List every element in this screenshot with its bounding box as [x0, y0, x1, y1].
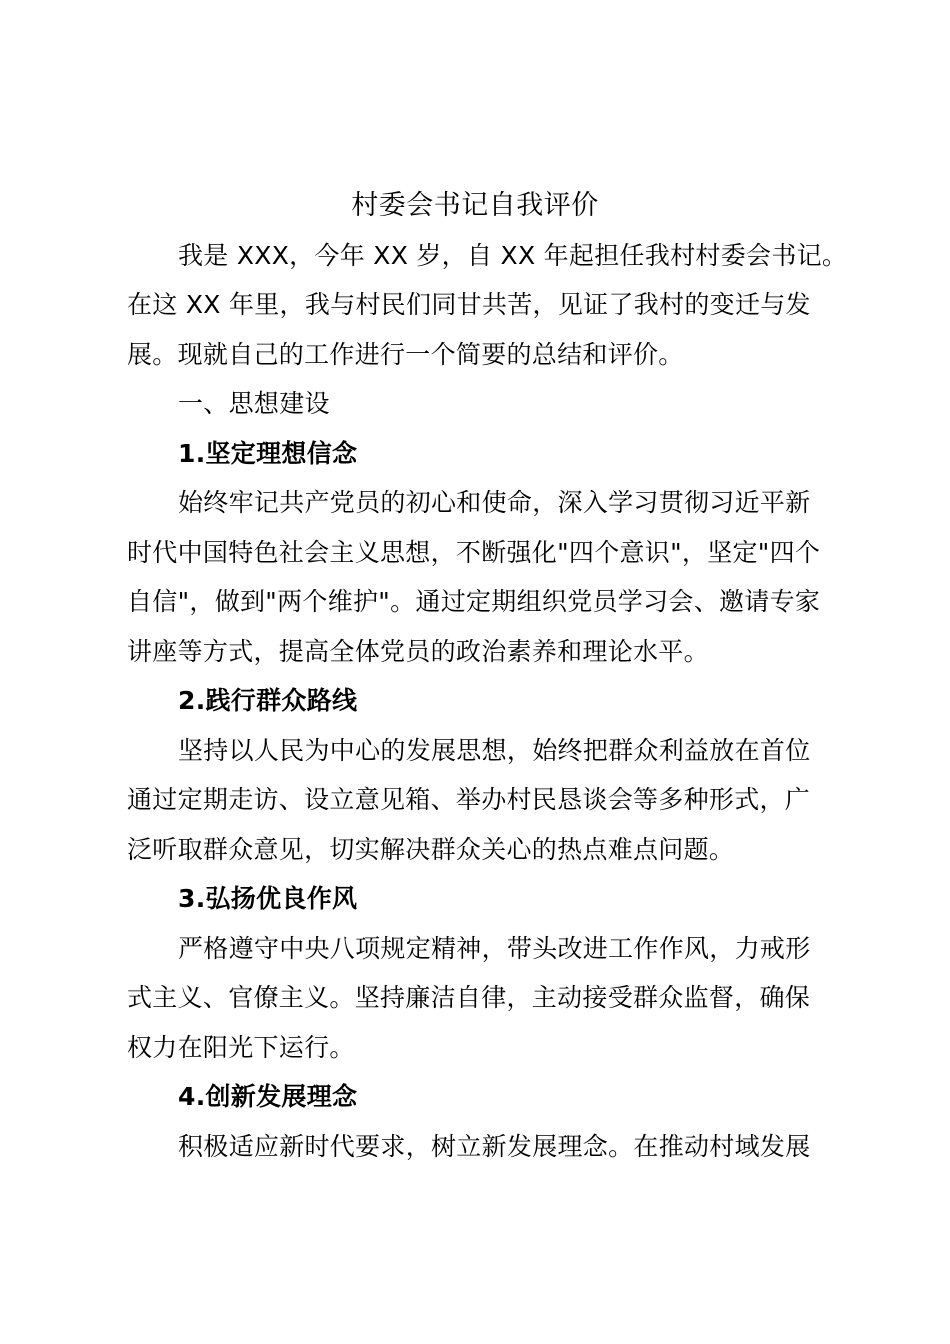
paragraph-3-line-1: 严格遵守中央八项规定精神，带头改进工作作风，力戒形	[178, 934, 811, 963]
paragraph-intro-line-2: 在这 XX 年里，我与村民们同甘共苦，见证了我村的变迁与发	[127, 290, 811, 319]
subheading-3: 3.弘扬优良作风	[178, 884, 358, 913]
paragraph-3-line-3: 权力在阳光下运行。	[127, 1033, 355, 1062]
paragraph-4-line-1: 积极适应新时代要求，树立新发展理念。在推动村域发展	[178, 1132, 811, 1161]
paragraph-2-line-2: 通过定期走访、设立意见箱、举办村民恳谈会等多种形式，广	[127, 785, 811, 814]
subheading-4: 4.创新发展理念	[178, 1082, 358, 1111]
paragraph-intro-line-1: 我是 XXX，今年 XX 岁，自 XX 年起担任我村村委会书记。	[178, 241, 848, 270]
document-title: 村委会书记自我评价	[351, 190, 599, 221]
paragraph-intro-line-3: 展。现就自己的工作进行一个简要的总结和评价。	[127, 340, 684, 369]
section-heading-1: 一、思想建设	[178, 389, 330, 418]
paragraph-2-line-3: 泛听取群众意见，切实解决群众关心的热点难点问题。	[127, 835, 735, 864]
paragraph-2-line-1: 坚持以人民为中心的发展思想，始终把群众利益放在首位	[178, 736, 811, 765]
subheading-1: 1.坚定理想信念	[178, 439, 358, 468]
paragraph-1-line-2: 时代中国特色社会主义思想，不断强化"四个意识"，坚定"四个	[127, 538, 821, 567]
subheading-2: 2.践行群众路线	[178, 686, 358, 715]
paragraph-1-line-4: 讲座等方式，提高全体党员的政治素养和理论水平。	[127, 637, 709, 666]
paragraph-3-line-2: 式主义、官僚主义。坚持廉洁自律，主动接受群众监督，确保	[127, 983, 811, 1012]
paragraph-1-line-3: 自信"，做到"两个维护"。通过定期组织党员学习会、邀请专家	[127, 587, 821, 616]
paragraph-1-line-1: 始终牢记共产党员的初心和使命，深入学习贯彻习近平新	[178, 488, 811, 517]
